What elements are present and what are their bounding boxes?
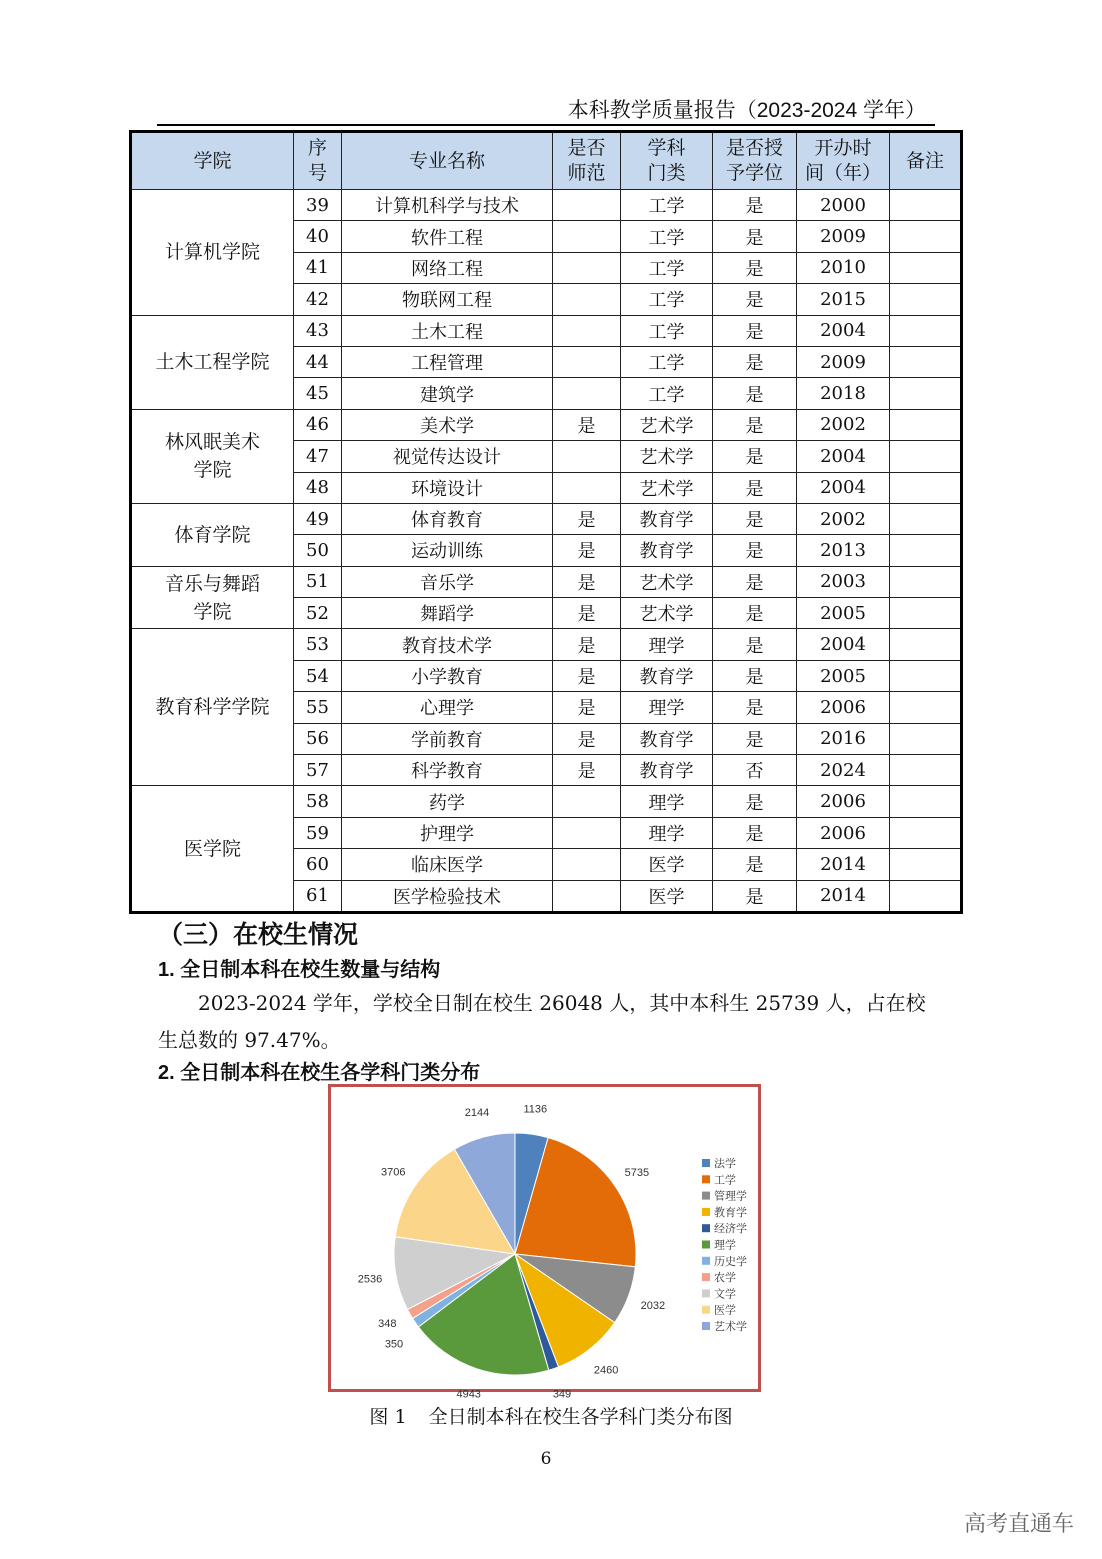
seq-cell: 54 [294,660,342,691]
seq-cell: 53 [294,629,342,660]
major-cell: 计算机科学与技术 [342,190,553,221]
normal-cell [553,378,621,409]
major-cell: 建筑学 [342,378,553,409]
major-cell: 软件工程 [342,221,553,252]
seq-cell: 45 [294,378,342,409]
legend-swatch [702,1273,710,1281]
pie-data-label: 1136 [523,1103,548,1116]
category-cell: 艺术学 [621,598,713,629]
subsection-heading-2: 2. 全日制本科在校生各学科门类分布 [158,1062,481,1084]
year-cell: 2003 [797,566,890,597]
college-cell: 体育学院 [131,503,294,566]
pie-data-label: 2460 [593,1364,619,1377]
normal-cell: 是 [553,629,621,660]
degree-cell: 是 [713,629,797,660]
degree-cell: 是 [713,315,797,346]
seq-cell: 49 [294,503,342,534]
normal-cell [553,346,621,377]
category-cell: 教育学 [621,535,713,566]
major-cell: 临床医学 [342,849,553,880]
year-cell: 2018 [797,378,890,409]
category-cell: 理学 [621,692,713,723]
seq-cell: 40 [294,221,342,252]
category-cell: 理学 [621,629,713,660]
major-cell: 教育技术学 [342,629,553,660]
major-cell: 网络工程 [342,252,553,283]
year-cell: 2009 [797,346,890,377]
note-cell [890,409,962,440]
degree-cell: 是 [713,566,797,597]
table-row [131,629,962,660]
normal-cell [553,252,621,283]
figure-caption-text: 全日制本科在校生各学科门类分布图 [428,1406,733,1428]
year-cell: 2002 [797,409,890,440]
category-cell: 工学 [621,284,713,315]
degree-cell: 是 [713,441,797,472]
seq-cell: 48 [294,472,342,503]
note-cell [890,284,962,315]
pie-data-label: 349 [552,1388,572,1401]
category-cell: 工学 [621,315,713,346]
degree-cell: 是 [713,817,797,848]
header-college: 学院 [131,132,294,190]
year-cell: 2009 [797,221,890,252]
degree-cell: 是 [713,378,797,409]
header-normal: 是否 师范 [553,132,621,190]
category-cell: 工学 [621,252,713,283]
header-seq: 序 号 [294,132,342,190]
seq-cell: 39 [294,190,342,221]
pie-chart [331,1087,758,1401]
category-cell: 教育学 [621,723,713,754]
note-cell [890,378,962,409]
normal-cell: 是 [553,660,621,691]
normal-cell: 是 [553,503,621,534]
seq-cell: 44 [294,346,342,377]
note-cell [890,472,962,503]
major-cell: 物联网工程 [342,284,553,315]
major-cell: 医学检验技术 [342,880,553,912]
major-cell: 体育教育 [342,503,553,534]
legend-swatch [702,1208,710,1216]
major-cell: 音乐学 [342,566,553,597]
legend-label: 法学 [714,1157,736,1170]
year-cell: 2004 [797,472,890,503]
table-row [131,315,962,346]
degree-cell: 是 [713,598,797,629]
pie-data-label: 2536 [357,1273,383,1286]
pie-data-label: 3706 [381,1166,406,1179]
table-row [131,409,962,440]
seq-cell: 46 [294,409,342,440]
degree-cell: 是 [713,252,797,283]
normal-cell [553,190,621,221]
major-cell: 药学 [342,786,553,817]
note-cell [890,629,962,660]
legend-swatch [702,1159,710,1167]
header-category: 学科 门类 [621,132,713,190]
header-major: 专业名称 [342,132,553,190]
seq-cell: 42 [294,284,342,315]
year-cell: 2014 [797,849,890,880]
major-cell: 学前教育 [342,723,553,754]
normal-cell [553,441,621,472]
year-cell: 2000 [797,190,890,221]
normal-cell [553,786,621,817]
category-cell: 工学 [621,221,713,252]
degree-cell: 是 [713,849,797,880]
normal-cell [553,221,621,252]
legend-label: 历史学 [714,1254,747,1268]
legend-label: 医学 [714,1303,736,1317]
header-degree: 是否授 予学位 [713,132,797,190]
note-cell [890,535,962,566]
note-cell [890,849,962,880]
seq-cell: 59 [294,817,342,848]
table-row [131,503,962,534]
college-cell: 计算机学院 [131,190,294,316]
category-cell: 理学 [621,817,713,848]
legend-label: 经济学 [714,1222,747,1236]
normal-cell: 是 [553,755,621,786]
legend-swatch [702,1192,710,1200]
normal-cell [553,315,621,346]
legend-swatch [702,1289,710,1297]
year-cell: 2015 [797,284,890,315]
watermark: 高考直通车 [963,1511,1074,1536]
legend-label: 艺术学 [714,1320,747,1333]
note-cell [890,566,962,597]
pie-data-label: 4943 [456,1388,481,1401]
pie-data-label: 348 [378,1317,397,1330]
college-cell: 音乐与舞蹈 学院 [131,566,294,629]
major-cell: 护理学 [342,817,553,848]
category-cell: 医学 [621,849,713,880]
legend-label: 教育学 [714,1205,747,1219]
normal-cell [553,284,621,315]
category-cell: 教育学 [621,503,713,534]
year-cell: 2006 [797,786,890,817]
college-cell: 土木工程学院 [131,315,294,409]
college-cell: 教育科学学院 [131,629,294,786]
normal-cell [553,817,621,848]
majors-table [129,130,963,914]
seq-cell: 61 [294,880,342,912]
major-cell: 科学教育 [342,755,553,786]
major-cell: 环境设计 [342,472,553,503]
major-cell: 美术学 [342,409,553,440]
normal-cell: 是 [553,598,621,629]
seq-cell: 41 [294,252,342,283]
major-cell: 舞蹈学 [342,598,553,629]
legend-swatch [702,1306,710,1314]
note-cell [890,346,962,377]
category-cell: 工学 [621,190,713,221]
pie-data-label: 2144 [464,1107,490,1119]
major-cell: 工程管理 [342,346,553,377]
year-cell: 2004 [797,629,890,660]
degree-cell: 否 [713,755,797,786]
note-cell [890,817,962,848]
category-cell: 艺术学 [621,409,713,440]
normal-cell: 是 [553,723,621,754]
normal-cell: 是 [553,535,621,566]
seq-cell: 52 [294,598,342,629]
college-cell: 林风眠美术 学院 [131,409,294,503]
seq-cell: 56 [294,723,342,754]
degree-cell: 是 [713,503,797,534]
note-cell [890,221,962,252]
degree-cell: 是 [713,535,797,566]
header-year: 开办时 间（年） [797,132,890,190]
degree-cell: 是 [713,472,797,503]
note-cell [890,190,962,221]
note-cell [890,598,962,629]
note-cell [890,692,962,723]
header-rule [157,124,935,126]
note-cell [890,252,962,283]
legend-label: 文学 [714,1287,736,1301]
seq-cell: 55 [294,692,342,723]
normal-cell: 是 [553,409,621,440]
table-row [131,190,962,221]
seq-cell: 57 [294,755,342,786]
enrollment-paragraph: 2023-2024 学年，学校全日制在校生 26048 人，其中本科生 25739 人，占在校生总数的 97.47%。 [158,991,926,1052]
year-cell: 2010 [797,252,890,283]
note-cell [890,880,962,912]
report-header-title: 本科教学质量报告（2023-2024 学年） [567,99,926,122]
year-cell: 2002 [797,503,890,534]
normal-cell [553,880,621,912]
legend-label: 农学 [714,1271,736,1285]
page-number: 6 [540,1449,552,1469]
normal-cell: 是 [553,566,621,597]
category-cell: 理学 [621,786,713,817]
note-cell [890,315,962,346]
note-cell [890,723,962,754]
seq-cell: 43 [294,315,342,346]
degree-cell: 是 [713,190,797,221]
table-header-row [131,132,962,190]
subsection-heading-1: 1. 全日制本科在校生数量与结构 [158,959,441,981]
seq-cell: 58 [294,786,342,817]
table-row [131,566,962,597]
pie-data-label: 5735 [624,1166,650,1179]
major-cell: 运动训练 [342,535,553,566]
degree-cell: 是 [713,284,797,315]
major-cell: 视觉传达设计 [342,441,553,472]
degree-cell: 是 [713,221,797,252]
college-cell: 医学院 [131,786,294,913]
pie-data-label: 350 [384,1338,404,1351]
year-cell: 2024 [797,755,890,786]
legend-swatch [702,1322,710,1330]
legend-swatch [702,1224,710,1232]
normal-cell [553,472,621,503]
year-cell: 2016 [797,723,890,754]
note-cell [890,503,962,534]
category-cell: 工学 [621,346,713,377]
normal-cell: 是 [553,692,621,723]
note-cell [890,755,962,786]
major-cell: 心理学 [342,692,553,723]
legend-swatch [702,1257,710,1265]
seq-cell: 50 [294,535,342,566]
note-cell [890,660,962,691]
table-row [131,786,962,817]
category-cell: 医学 [621,880,713,912]
category-cell: 工学 [621,378,713,409]
note-cell [890,786,962,817]
degree-cell: 是 [713,723,797,754]
seq-cell: 60 [294,849,342,880]
year-cell: 2006 [797,817,890,848]
note-cell [890,441,962,472]
table-body [131,190,962,913]
legend-swatch [702,1175,710,1183]
degree-cell: 是 [713,786,797,817]
category-cell: 教育学 [621,660,713,691]
degree-cell: 是 [713,409,797,440]
legend-label: 工学 [714,1173,736,1187]
year-cell: 2004 [797,315,890,346]
category-cell: 艺术学 [621,472,713,503]
year-cell: 2005 [797,660,890,691]
year-cell: 2005 [797,598,890,629]
major-cell: 土木工程 [342,315,553,346]
major-cell: 小学教育 [342,660,553,691]
pie-data-label: 2032 [640,1300,666,1312]
year-cell: 2014 [797,880,890,912]
legend-label: 管理学 [714,1189,747,1203]
section-heading: （三）在校生情况 [158,921,359,949]
header-note: 备注 [890,132,962,190]
category-cell: 艺术学 [621,566,713,597]
pie-chart-frame [328,1084,761,1401]
seq-cell: 51 [294,566,342,597]
figure-caption [0,1402,1102,1429]
year-cell: 2006 [797,692,890,723]
degree-cell: 是 [713,346,797,377]
category-cell: 教育学 [621,755,713,786]
degree-cell: 是 [713,880,797,912]
legend-swatch [702,1241,710,1249]
degree-cell: 是 [713,692,797,723]
figure-label: 图 1 [369,1406,407,1428]
normal-cell [553,849,621,880]
year-cell: 2004 [797,441,890,472]
legend-label: 理学 [714,1238,736,1252]
degree-cell: 是 [713,660,797,691]
seq-cell: 47 [294,441,342,472]
category-cell: 艺术学 [621,441,713,472]
year-cell: 2013 [797,535,890,566]
